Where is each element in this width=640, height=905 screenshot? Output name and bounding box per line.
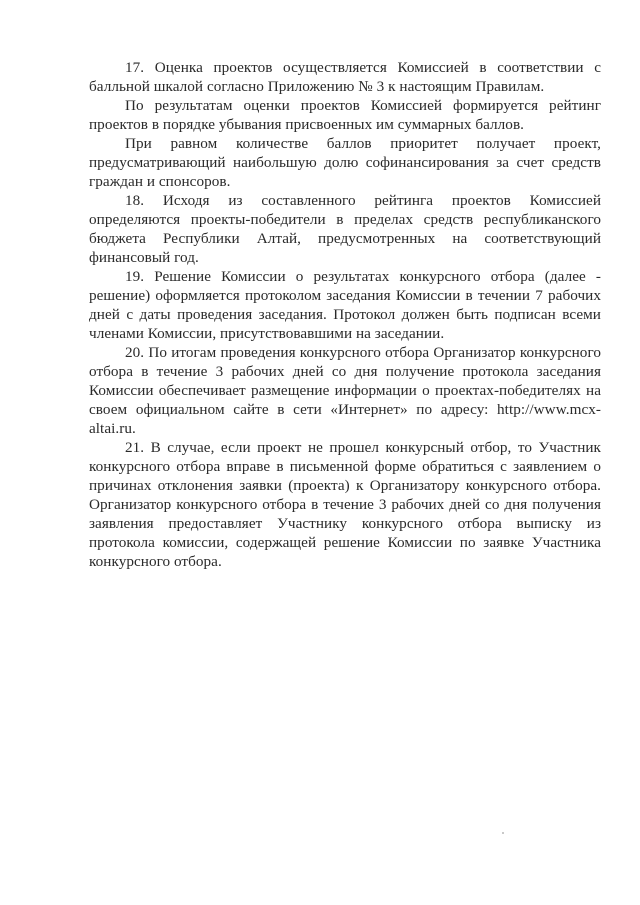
paragraph-17: 17. Оценка проектов осуществляется Комиссией в соответствии с балльной шкалой согласно Приложению № 3 к настоящим Правилам. xyxy=(89,59,601,95)
paragraph-rating: По результатам оценки проектов Комиссией формируется рейтинг проектов в порядке убывания присвоенных им суммарных баллов. xyxy=(89,97,601,133)
scan-speck xyxy=(502,832,504,834)
paragraph-21: 21. В случае, если проект не прошел конкурсный отбор, то Участник конкурсного отбора вправе в письменной форме обратиться с заявлением о причинах отклонения заявки (проекта) к Организатору конкурсного отбора. Организатор конкурсного отбора в течение 3 рабочих дней со дня получения заявления предоставляет Участнику конкурсного отбора выписку из протокола комиссии, содержащей решение Комиссии по заявке Участника конкурсного отбора. xyxy=(89,439,601,570)
document-body xyxy=(89,58,601,571)
paragraph-priority: При равном количестве баллов приоритет получает проект, предусматривающий наибольшую долю софинансирования за счет средств граждан и спонсоров. xyxy=(89,135,601,190)
paragraph-18: 18. Исходя из составленного рейтинга проектов Комиссией определяются проекты-победители в пределах средств республиканского бюджета Республики Алтай, предусмотренных на соответствующий финансовый год. xyxy=(89,192,601,266)
paragraph-19: 19. Решение Комиссии о результатах конкурсного отбора (далее - решение) оформляется протоколом заседания Комиссии в течении 7 рабочих дней с даты проведения заседания. Протокол должен быть подписан всеми членами Комиссии, присутствовавшими на заседании. xyxy=(89,268,601,342)
paragraph-20: 20. По итогам проведения конкурсного отбора Организатор конкурсного отбора в течение 3 рабочих дней со дня получение протокола заседания Комиссии обеспечивает размещение информации о проектах-победителях на своем официальном сайте в сети «Интернет» по адресу: http://www.mcx-altai.ru. xyxy=(89,344,601,437)
